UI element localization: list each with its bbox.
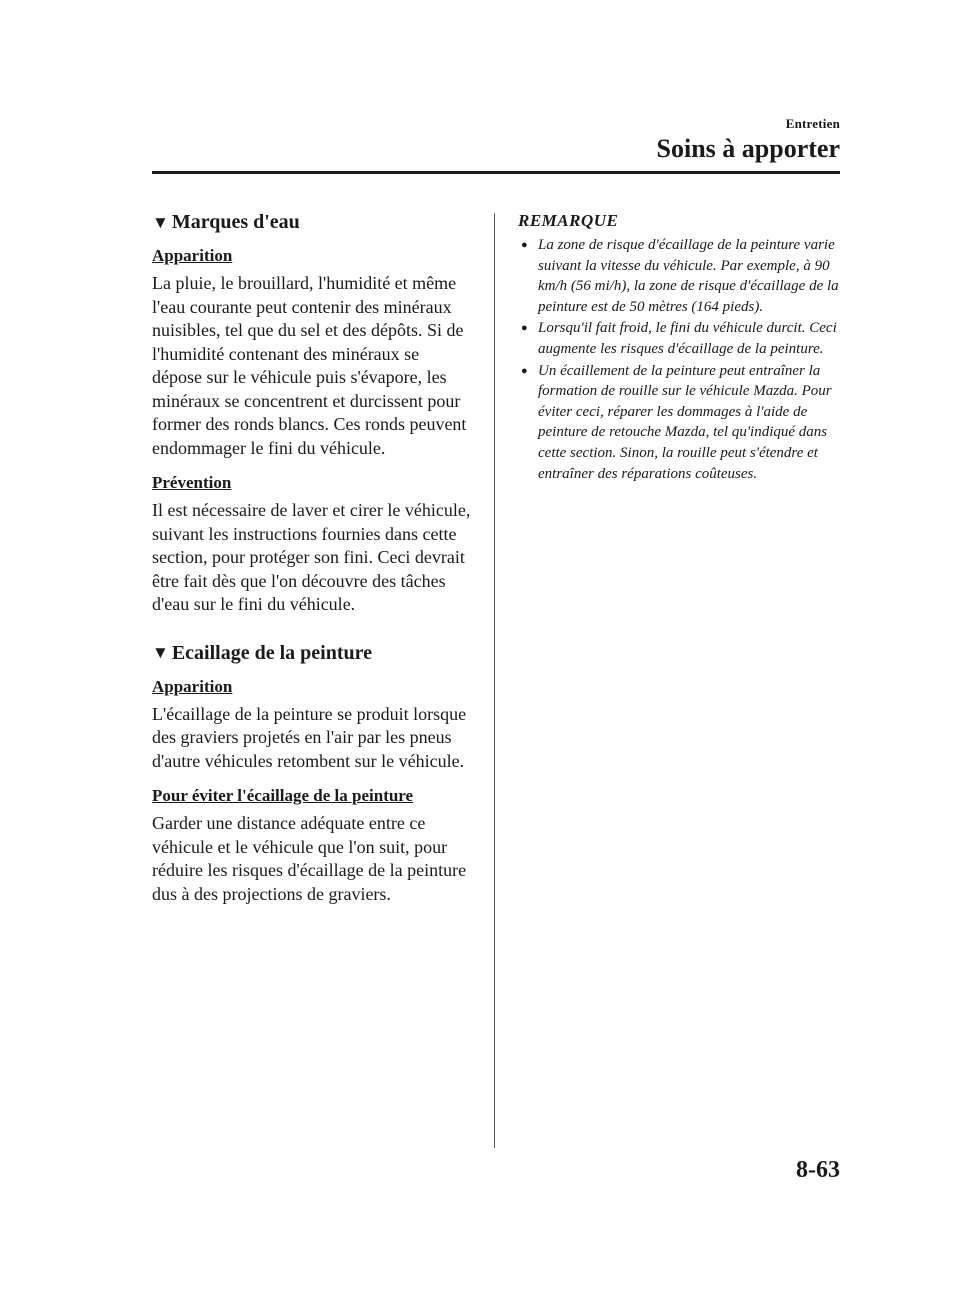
- list-item: [518, 235, 840, 317]
- triangle-down-icon: ▼: [152, 212, 169, 232]
- sub-heading-apparition: Apparition: [152, 246, 233, 265]
- page-number: 8-63: [796, 1157, 840, 1183]
- paragraph-avoid-chipping: Garder une distance adéquate entre ce véhicule et le véhicule que l'on suit, pour réduire les risques d'écaillage de la peinture dus à des projections de graviers.: [152, 813, 467, 904]
- paragraph-water-marks-cause: La pluie, le brouillard, l'humidité et même l'eau courante peut contenir des minéraux nuisibles, tel que du sel et des dépôts. Si de l'humidité contenant des minéraux se dépose sur le véhicule puis s'évapore, les minéraux se concentrent et durcissent pour former des ronds blancs. Ces ronds peuvent endommager le fini du véhicule.: [152, 273, 467, 458]
- paragraph-paint-chipping-cause: L'écaillage de la peinture se produit lorsque des graviers projetés en l'air par les pneus d'autre véhicules retombent sur le véhicule.: [152, 703, 467, 771]
- list-item: [518, 318, 840, 359]
- triangle-down-icon: ▼: [152, 643, 169, 662]
- section-title: Marques d'eau: [171, 211, 300, 233]
- note-text: Lorsqu'il fait froid, le fini du véhicule durcit. Ceci augmente les risques d'écaillage de la peinture.: [538, 320, 837, 357]
- bullet-icon: ●: [521, 364, 528, 377]
- list-item: [518, 361, 840, 485]
- bullet-icon: ●: [521, 322, 528, 335]
- note-text: La zone de risque d'écaillage de la peinture varie suivant la vitesse du véhicule. Par exemple, à 90 km/h (56 mi/h), la zone de risque d'écaillage de la peinture est de 50 mètres (164 pieds).: [538, 237, 839, 315]
- chapter-label: Entretien: [785, 116, 840, 131]
- page-title: Soins à apporter: [656, 134, 840, 163]
- sub-heading-prevention: Prévention: [152, 473, 232, 492]
- paragraph-water-marks-prevention: Il est nécessaire de laver et cirer le véhicule, suivant les instructions fournies dans cette section, pour protéger son fini. Ceci devrait être fait dès que l'on découvre des tâches d'eau sur le fini du véhicule.: [152, 500, 471, 614]
- note-text: Un écaillement de la peinture peut entraîner la formation de rouille sur le véhicule Mazda. Pour éviter ceci, réparer les dommages à l'aide de peinture de retouche Mazda, tel qu'indiqué dans cette section. Sinon, la rouille peut s'étendre et entraîner des réparations coûteuses.: [538, 362, 832, 482]
- section-heading-paint-chipping: [152, 642, 472, 665]
- sub-heading-apparition: Apparition: [152, 676, 233, 696]
- bullet-icon: ●: [521, 239, 528, 251]
- column-divider: [494, 213, 495, 1148]
- header-divider: [152, 171, 840, 174]
- section-heading-water-marks: [152, 211, 472, 234]
- note-title: REMARQUE: [518, 211, 619, 230]
- section-title: Ecaillage de la peinture: [171, 641, 373, 664]
- left-column: [152, 211, 472, 919]
- spacer: [152, 630, 472, 642]
- note-list: [518, 235, 840, 484]
- right-column: [518, 211, 840, 485]
- sub-heading-avoid-chipping: Pour éviter l'écaillage de la peinture: [152, 786, 414, 805]
